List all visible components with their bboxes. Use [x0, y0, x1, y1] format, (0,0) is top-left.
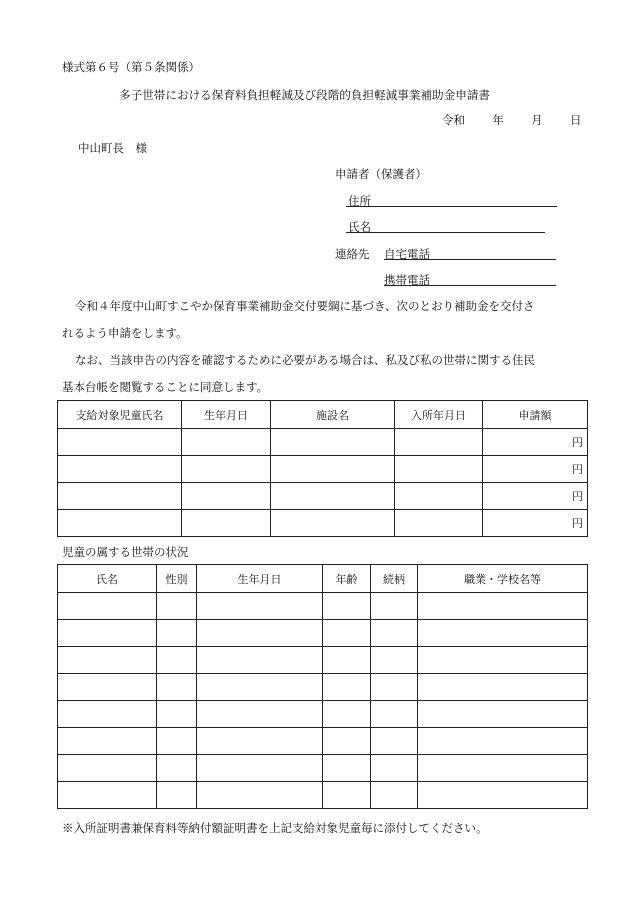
cell-birthdate[interactable] — [182, 429, 271, 456]
cell-birthdate[interactable] — [182, 456, 271, 483]
cell-age[interactable] — [323, 782, 371, 809]
header-amount: 申請額 — [483, 401, 588, 429]
cell-facility[interactable] — [271, 483, 395, 510]
date-day: 日 — [569, 113, 582, 127]
cell-gender[interactable] — [157, 674, 197, 701]
cell-amount[interactable] — [483, 456, 588, 483]
cell-occupation[interactable] — [418, 755, 588, 782]
cell-birthdate[interactable] — [197, 701, 323, 728]
form-number: 様式第６号（第５条関係） — [62, 60, 200, 74]
table-row — [58, 728, 588, 755]
cell-birthdate[interactable] — [197, 674, 323, 701]
addressee: 中山町長 様 — [78, 141, 147, 155]
cell-name[interactable] — [58, 701, 157, 728]
cell-birthdate[interactable] — [197, 728, 323, 755]
table-row — [58, 456, 588, 483]
home-phone-field[interactable] — [384, 246, 556, 260]
header-age: 年齢 — [323, 565, 371, 593]
footnote: ※入所証明書兼保育料等納付額証明書を上記支給対象児童毎に添付してください。 — [62, 821, 488, 835]
cell-occupation[interactable] — [418, 728, 588, 755]
form-title: 多子世帯における保育料負担軽減及び段階的負担軽減事業補助金申請書 — [119, 88, 491, 102]
header-relationship: 続柄 — [371, 565, 418, 593]
cell-birthdate[interactable] — [182, 483, 271, 510]
cell-child-name[interactable] — [58, 483, 182, 510]
yen-unit: 円 — [572, 463, 583, 476]
cell-gender[interactable] — [157, 593, 197, 620]
header-occupation-school: 職業・学校名等 — [418, 565, 588, 593]
cell-occupation[interactable] — [418, 701, 588, 728]
cell-admission-date[interactable] — [395, 510, 483, 537]
cell-amount[interactable] — [483, 429, 588, 456]
mobile-phone-field[interactable] — [384, 272, 556, 286]
body-para2-line1: なお、当該申告の内容を確認するために必要がある場合は、私及び私の世帯に関する住民 — [75, 353, 535, 367]
table-row — [58, 620, 588, 647]
name-field[interactable] — [346, 219, 545, 233]
cell-name[interactable] — [58, 755, 157, 782]
cell-age[interactable] — [323, 620, 371, 647]
name-label: 氏名 — [348, 220, 371, 234]
contact-label: 連絡先 — [335, 247, 370, 261]
cell-admission-date[interactable] — [395, 483, 483, 510]
subsidy-table — [57, 400, 588, 537]
cell-relationship[interactable] — [371, 755, 418, 782]
cell-birthdate[interactable] — [197, 782, 323, 809]
cell-admission-date[interactable] — [395, 456, 483, 483]
header-admission-date: 入所年月日 — [395, 401, 483, 429]
cell-gender[interactable] — [157, 755, 197, 782]
cell-occupation[interactable] — [418, 647, 588, 674]
date-line — [442, 112, 581, 128]
table-row — [58, 701, 588, 728]
cell-occupation[interactable] — [418, 620, 588, 647]
cell-relationship[interactable] — [371, 647, 418, 674]
date-month: 月 — [531, 113, 543, 127]
yen-unit: 円 — [572, 490, 583, 503]
cell-name[interactable] — [58, 620, 157, 647]
cell-occupation[interactable] — [418, 593, 588, 620]
cell-relationship[interactable] — [371, 782, 418, 809]
cell-age[interactable] — [323, 647, 371, 674]
yen-unit: 円 — [572, 436, 583, 449]
household-table — [57, 564, 588, 809]
mobile-phone-label: 携帯電話 — [384, 273, 430, 287]
body-para2-line2: 基本台帳を閲覧することに同意します。 — [62, 380, 269, 394]
table-row — [58, 755, 588, 782]
cell-occupation[interactable] — [418, 782, 588, 809]
cell-name[interactable] — [58, 782, 157, 809]
address-label: 住所 — [348, 194, 371, 208]
cell-name[interactable] — [58, 647, 157, 674]
cell-birthdate[interactable] — [197, 647, 323, 674]
cell-name[interactable] — [58, 728, 157, 755]
cell-birthdate[interactable] — [182, 510, 271, 537]
cell-amount[interactable] — [483, 510, 588, 537]
cell-occupation[interactable] — [418, 674, 588, 701]
cell-child-name[interactable] — [58, 510, 182, 537]
date-era: 令和 — [442, 113, 465, 127]
cell-gender[interactable] — [157, 728, 197, 755]
table-row — [58, 510, 588, 537]
cell-age[interactable] — [323, 593, 371, 620]
cell-name[interactable] — [58, 593, 157, 620]
body-para1-line2: れるよう申請をします。 — [62, 326, 188, 340]
cell-relationship[interactable] — [371, 728, 418, 755]
cell-gender[interactable] — [157, 620, 197, 647]
cell-birthdate[interactable] — [197, 593, 323, 620]
cell-relationship[interactable] — [371, 674, 418, 701]
header-child-name: 支給対象児童氏名 — [58, 401, 182, 429]
cell-facility[interactable] — [271, 456, 395, 483]
applicant-heading: 申請者（保護者） — [335, 167, 427, 181]
cell-relationship[interactable] — [371, 701, 418, 728]
address-field[interactable] — [346, 193, 557, 207]
cell-gender[interactable] — [157, 647, 197, 674]
cell-child-name[interactable] — [58, 456, 182, 483]
header-name: 氏名 — [58, 565, 157, 593]
cell-facility[interactable] — [271, 510, 395, 537]
table-row — [58, 782, 588, 809]
yen-unit: 円 — [572, 517, 583, 530]
cell-name[interactable] — [58, 674, 157, 701]
table-row — [58, 429, 588, 456]
cell-relationship[interactable] — [371, 620, 418, 647]
home-phone-label: 自宅電話 — [384, 247, 430, 261]
cell-relationship[interactable] — [371, 593, 418, 620]
header-birthdate: 生年月日 — [197, 565, 323, 593]
cell-gender[interactable] — [157, 701, 197, 728]
header-gender: 性別 — [157, 565, 197, 593]
cell-child-name[interactable] — [58, 429, 182, 456]
date-year: 年 — [492, 113, 504, 127]
cell-age[interactable] — [323, 755, 371, 782]
household-heading: 児童の属する世帯の状況 — [62, 545, 189, 559]
body-para1-line1: 令和４年度中山町すこやか保育事業補助金交付要綱に基づき、次のとおり補助金を交付さ — [75, 299, 535, 313]
cell-age[interactable] — [323, 728, 371, 755]
table-row — [58, 483, 588, 510]
cell-birthdate[interactable] — [197, 620, 323, 647]
cell-birthdate[interactable] — [197, 755, 323, 782]
table-row — [58, 647, 588, 674]
cell-facility[interactable] — [271, 429, 395, 456]
cell-age[interactable] — [323, 701, 371, 728]
header-facility: 施設名 — [271, 401, 395, 429]
cell-gender[interactable] — [157, 782, 197, 809]
cell-amount[interactable] — [483, 483, 588, 510]
table-row — [58, 593, 588, 620]
table-row — [58, 674, 588, 701]
header-birthdate: 生年月日 — [182, 401, 271, 429]
cell-admission-date[interactable] — [395, 429, 483, 456]
cell-age[interactable] — [323, 674, 371, 701]
